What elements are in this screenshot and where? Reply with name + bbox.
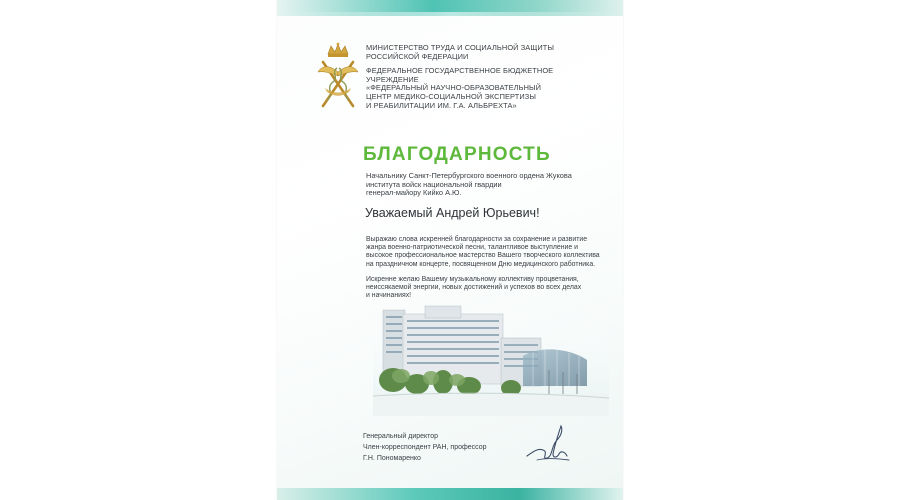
organization-header xyxy=(366,44,596,110)
paragraph-line: высокое профессиональное мастерство Вашего творческого коллектива xyxy=(366,252,600,260)
addressee-line: института войск национальной гвардии xyxy=(366,179,502,189)
addressee-line: Начальнику Санкт-Петербургского военного ордена Жукова xyxy=(366,171,572,180)
top-decorative-band xyxy=(277,0,623,16)
addressee-line: генерал-майору Кийко А.Ю. xyxy=(366,188,462,198)
paragraph-line: жанра военно-патриотической песни, талантливое выступление и xyxy=(366,244,578,252)
institution-line: И РЕАБИЛИТАЦИИ ИМ. Г.А. АЛЬБРЕХТА» xyxy=(366,100,517,110)
signatory-line: Генеральный директор xyxy=(363,433,439,440)
paragraph-line: и начинаниях! xyxy=(366,292,412,300)
paragraph-line: Искренне желаю Вашему музыкальному коллективу процветания, xyxy=(366,275,579,283)
ministry-line: МИНИСТЕРСТВО ТРУДА И СОЦИАЛЬНОЙ ЗАЩИТЫ xyxy=(366,43,555,52)
crossed-caducei-crown-emblem-icon xyxy=(315,42,361,112)
institution-line: ЦЕНТР МЕДИКО-СОЦИАЛЬНОЙ ЭКСПЕРТИЗЫ xyxy=(366,91,536,101)
paragraph-line: неиссякаемой энергии, новых достижений и успехов во всех делах xyxy=(366,284,582,292)
institution-line: УЧРЕЖДЕНИЕ xyxy=(366,74,419,84)
institution-line: «ФЕДЕРАЛЬНЫЙ НАУЧНО-ОБРАЗОВАТЕЛЬНЫЙ xyxy=(366,83,542,93)
paragraph-1 xyxy=(366,236,611,269)
bottom-decorative-band xyxy=(277,488,623,500)
institution-line: ФЕДЕРАЛЬНОЕ ГОСУДАРСТВЕННОЕ БЮДЖЕТНОЕ xyxy=(366,66,554,76)
signatory-line: Член-корреспондент РАН, профессор xyxy=(363,444,487,451)
paragraph-line: на праздничном концерте, посвященном Дню медицинского работника. xyxy=(366,260,596,268)
ministry-line: РОССИЙСКОЙ ФЕДЕРАЦИИ xyxy=(366,51,469,61)
addressee-block xyxy=(366,172,606,198)
greeting: Уважаемый Андрей Юрьевич! xyxy=(365,206,540,220)
signatory-line: Г.Н. Пономаренко xyxy=(363,455,421,462)
institute-building-illustration-icon xyxy=(373,300,609,416)
certificate-page xyxy=(277,0,623,500)
letter-body xyxy=(366,236,611,307)
paragraph-2 xyxy=(366,276,611,301)
handwritten-signature-icon xyxy=(523,422,573,464)
document-title: БЛАГОДАРНОСТЬ xyxy=(363,144,551,165)
paragraph-line: Выражаю слова искренней благодарности за сохранение и развитие xyxy=(366,236,588,243)
signatory-block xyxy=(363,431,487,464)
